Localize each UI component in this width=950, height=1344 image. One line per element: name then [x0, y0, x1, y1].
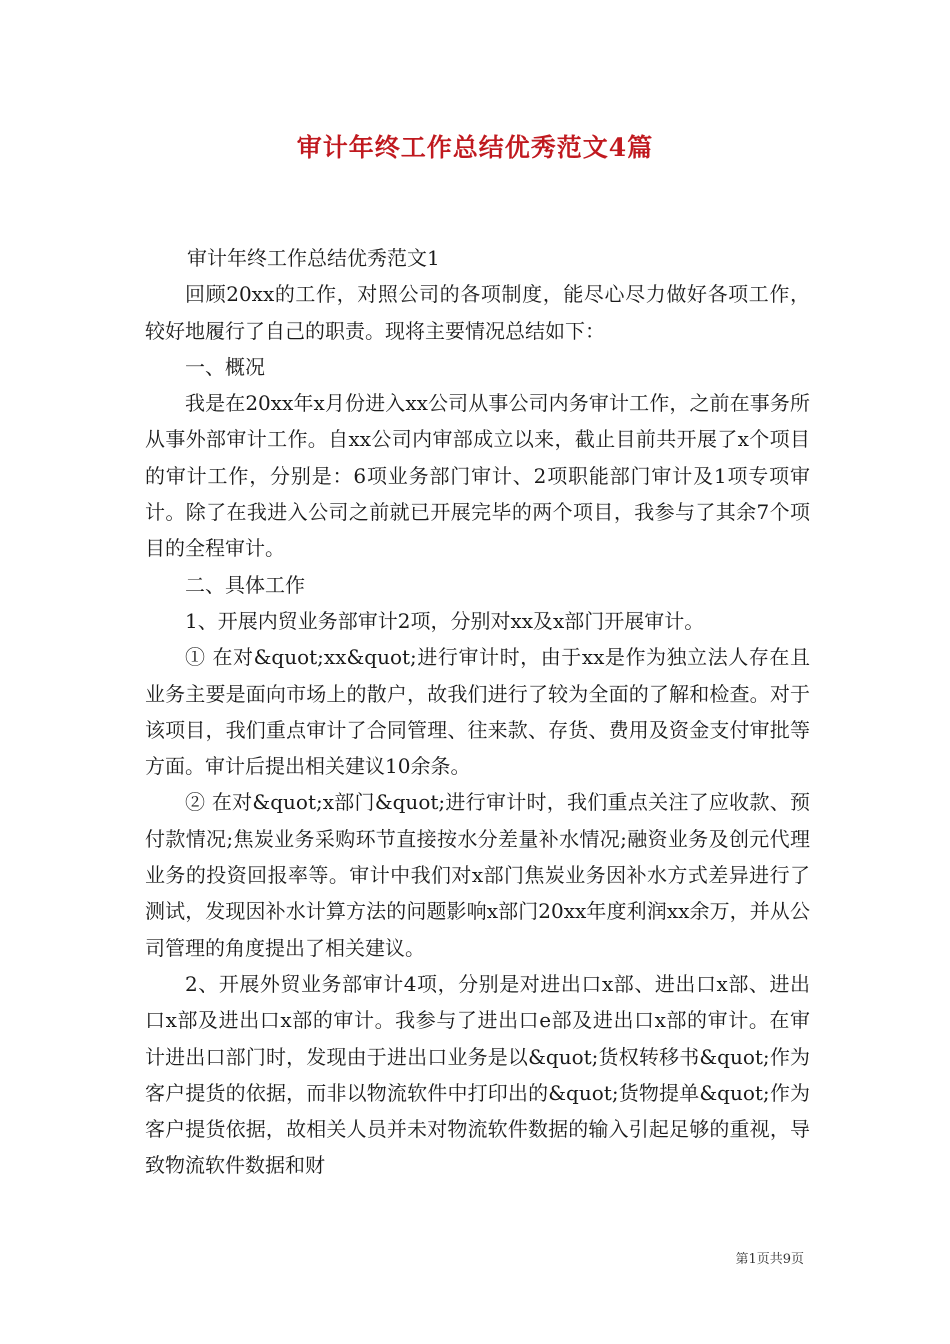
- paragraph-overview: 我是在20xx年x月份进入xx公司从事公司内务审计工作，之前在事务所从事外部审计工作。自xx公司内审部成立以来，截止目前共开展了x个项目的审计工作，分别是：6项业务部门审计、2项职能部门审计及1项专项审计。除了在我进入公司之前就已开展完毕的两个项目，我参与了其余7个项目的全程审计。: [145, 391, 810, 561]
- paragraph-item-1a: ① 在对&quot;xx&quot;进行审计时，由于xx是作为独立法人存在且业务主要是面向市场上的散户，故我们进行了较为全面的了解和检查。对于该项目，我们重点审计了合同管理、往来款、存货、费用及资金支付审批等方面。审计后提出相关建议10余条。: [145, 645, 810, 779]
- document-body: [145, 240, 810, 1184]
- paragraph-item-2: 2、开展外贸业务部审计4项，分别是对进出口x部、进出口x部、进出口x部及进出口x部的审计。我参与了进出口e部及进出口x部的审计。在审计进出口部门时，发现由于进出口业务是以&quot;货权转移书&quot;作为客户提货的依据，而非以物流软件中打印出的&quot;货物提单&quot;作为客户提货依据，故相关人员并未对物流软件数据的输入引起足够的重视，导致物流软件数据和财: [145, 971, 810, 1178]
- section-subtitle: 审计年终工作总结优秀范文1: [187, 246, 440, 270]
- page-number: 第1页共9页: [735, 1252, 804, 1267]
- paragraph-item-1: 1、开展内贸业务部审计2项，分别对xx及x部门开展审计。: [185, 608, 705, 633]
- heading-specific-work: 二、具体工作: [185, 572, 305, 597]
- document-title: 审计年终工作总结优秀范文4篇: [296, 133, 654, 162]
- paragraph-intro: 回顾20xx的工作，对照公司的各项制度，能尽心尽力做好各项工作，较好地履行了自己的职责。现将主要情况总结如下：: [145, 282, 810, 343]
- paragraph-item-1b: ② 在对&quot;x部门&quot;进行审计时，我们重点关注了应收款、预付款情况;焦炭业务采购环节直接按水分差量补水情况;融资业务及创元代理业务的投资回报率等。审计中我们对x部门焦炭业务因补水方式差异进行了测试，发现因补水计算方法的问题影响x部门20xx年度利润xx余万，并从公司管理的角度提出了相关建议。: [145, 790, 810, 960]
- heading-overview: 一、概况: [185, 354, 265, 379]
